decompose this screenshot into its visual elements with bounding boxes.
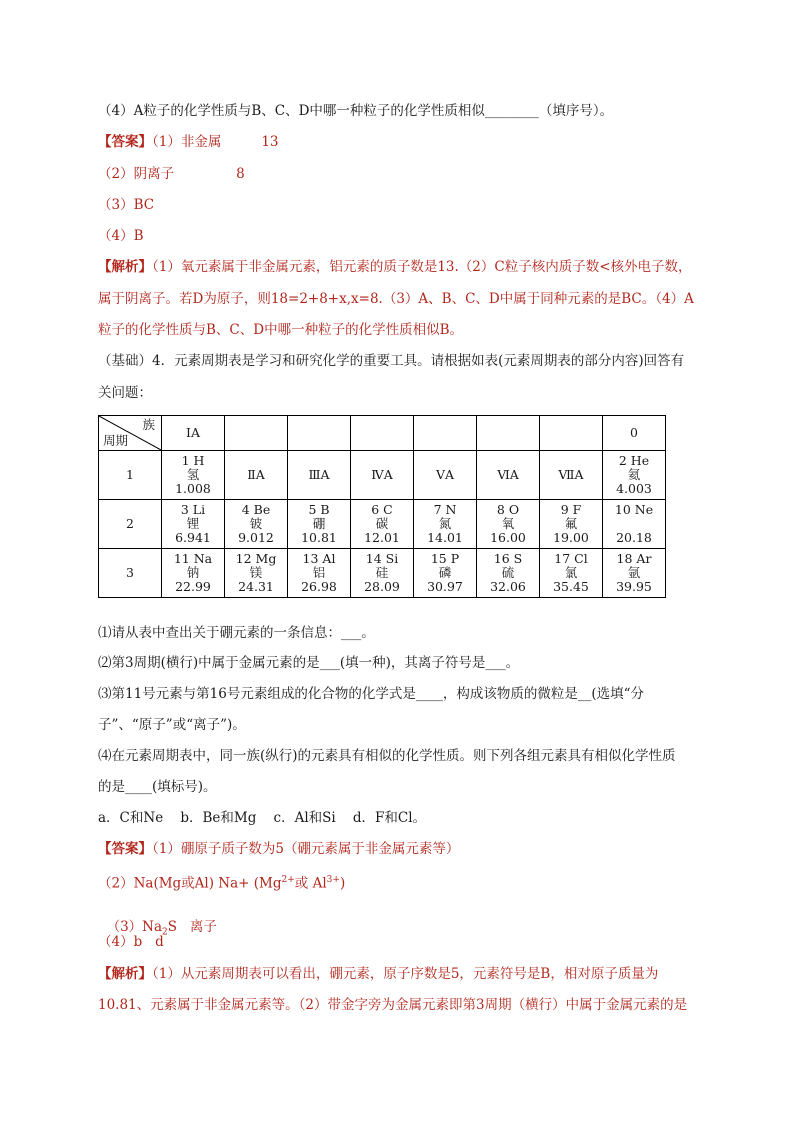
table-row-period-1: [99, 451, 666, 500]
element-number-symbol: 18 Ar: [616, 551, 652, 566]
element-number-symbol: 14 Si: [365, 551, 399, 566]
answer2-text-3a: （3）Na: [106, 919, 163, 935]
answer-line-1: [98, 134, 279, 150]
analysis2-text-1: （1）从元素周期表可以看出，硼元素，原子序数是5，元素符号是B，相对原子质量为: [152, 966, 659, 982]
answer-1-part1-value: 13: [261, 134, 279, 150]
element-cell-he: [603, 451, 666, 500]
group-label-cell: ⅤA: [414, 451, 477, 500]
element-mass: 20.18: [616, 530, 652, 545]
element-mass: 19.00: [553, 530, 589, 545]
element-cell: [288, 500, 351, 549]
element-cell: [351, 549, 414, 598]
element-cell: [414, 549, 477, 598]
group-label-cell: ⅦA: [540, 451, 603, 500]
header-cell: [414, 416, 477, 451]
element-name: 氩: [627, 565, 641, 580]
element-name: 氢: [186, 467, 200, 482]
element-number-symbol: 1 H: [181, 453, 205, 468]
element-mass: 22.99: [175, 579, 211, 594]
element-cell: [351, 500, 414, 549]
question-text-1: （基础）4．元素周期表是学习和研究化学的重要工具。请根据如表(元素周期表的部分内容)回答有: [98, 353, 685, 369]
options-line: a．C和Ne b．Be和Mg c．Al和Si d．F和Cl。: [98, 810, 427, 826]
element-mass: 24.31: [238, 579, 274, 594]
analysis-tag: 【解析】: [98, 259, 152, 275]
element-number-symbol: 6 C: [371, 502, 393, 517]
element-mass: 39.95: [616, 579, 652, 594]
element-name: 碳: [375, 516, 389, 531]
element-number-symbol: 8 O: [496, 502, 520, 517]
element-cell: [540, 500, 603, 549]
header-corner-cell: [99, 416, 162, 451]
header-cell: ⅠA: [162, 416, 225, 451]
element-mass: 10.81: [301, 530, 337, 545]
period-number: 2: [99, 500, 162, 549]
element-cell: [414, 500, 477, 549]
answer2-text-2b: 或 Al: [294, 875, 327, 892]
period-number: 3: [99, 549, 162, 598]
group-label-cell: ⅡA: [225, 451, 288, 500]
analysis2-line-2: 10.81、元素属于非金属元素等。（2）带金字旁为金属元素即第3周期（横行）中属于金属元素的是: [98, 997, 688, 1013]
subquestion-1: ⑴请从表中查出关于硼元素的一条信息：___。: [98, 625, 375, 641]
periodic-table: [98, 415, 666, 598]
table-row-period-3: [99, 549, 666, 598]
element-number-symbol: 12 Mg: [235, 551, 277, 566]
answer-1-part1: （1）非金属: [152, 134, 222, 150]
period-label: 周期: [103, 433, 129, 448]
element-name: 氦: [627, 467, 641, 482]
answer-line-3: （3）BC: [98, 197, 155, 213]
element-number-symbol: 13 Al: [302, 551, 336, 566]
element-number-symbol: 11 Na: [173, 551, 213, 566]
element-number-symbol: 4 Be: [241, 502, 271, 517]
element-cell: [477, 549, 540, 598]
group-label-cell: ⅣA: [351, 451, 414, 500]
element-name: 硅: [375, 565, 389, 580]
element-name: 氧: [501, 516, 515, 531]
header-cell: [477, 416, 540, 451]
answer2-text-2c: ): [339, 875, 346, 892]
element-cell: [477, 500, 540, 549]
answer2-line-1: [98, 841, 459, 857]
element-mass: 26.98: [301, 579, 337, 594]
element-name: [603, 517, 665, 531]
answer-tag: 【答案】: [98, 841, 152, 857]
charge-superscript: 3+: [326, 875, 340, 885]
formula-subscript: 2: [162, 927, 168, 938]
header-cell: [540, 416, 603, 451]
analysis2-line-1: [98, 966, 658, 982]
element-mass: 32.06: [490, 579, 526, 594]
answer2-text-3b: S 离子: [167, 919, 217, 935]
element-name: 钠: [186, 565, 200, 580]
answer-2-part1: （2）阴离子: [98, 166, 175, 182]
subquestion-3-line-2: 子”、“原子”或“离子”)。: [98, 717, 246, 733]
element-cell: [603, 549, 666, 598]
element-mass: 14.01: [427, 530, 463, 545]
element-name: 氮: [438, 516, 452, 531]
header-cell: [225, 416, 288, 451]
element-mass: 28.09: [364, 579, 400, 594]
header-cell: [351, 416, 414, 451]
subquestion-4-line-1: ⑷在元素周期表中，同一族(纵行)的元素具有相似的化学性质。则下列各组元素具有相似化学性质: [98, 748, 676, 764]
element-cell: [288, 549, 351, 598]
table-row-period-2: [99, 500, 666, 549]
analysis-line-3: 粒子的化学性质与B、C、D中哪一种粒子的化学性质相似B。: [98, 322, 463, 338]
answer2-line-2: [98, 872, 345, 892]
answer-line-2: [98, 166, 245, 182]
element-name: 铍: [249, 516, 263, 531]
answer2-text-2a: （2）Na(Mg或Al) Na+ (Mg: [98, 875, 282, 892]
element-number-symbol: 3 Li: [180, 502, 206, 517]
element-cell: [225, 500, 288, 549]
element-number-symbol: 15 P: [430, 551, 460, 566]
analysis-tag: 【解析】: [98, 966, 152, 982]
question-text-2: 关问题：: [98, 385, 152, 401]
group-label: 族: [142, 417, 155, 432]
element-cell: [225, 549, 288, 598]
element-cell: [162, 549, 225, 598]
analysis-line-2: 属于阴离子。若D为原子，则18=2+8+x,x=8.（3）A、B、C、D中属于同种元素的是BC。（4）A: [98, 291, 694, 307]
element-number-symbol: 5 B: [308, 502, 330, 517]
element-number-symbol: 9 F: [560, 502, 582, 517]
header-cell: 0: [603, 416, 666, 451]
element-mass: 35.45: [553, 579, 589, 594]
answer-tag: 【答案】: [98, 134, 152, 150]
header-cell: [288, 416, 351, 451]
charge-superscript: 2+: [281, 875, 295, 885]
element-name: 氟: [564, 516, 578, 531]
group-label-cell: ⅢA: [288, 451, 351, 500]
element-mass: 9.012: [238, 530, 274, 545]
element-name: 硼: [312, 516, 326, 531]
element-mass: 16.00: [490, 530, 526, 545]
element-mass: 12.01: [364, 530, 400, 545]
element-cell-h: [162, 451, 225, 500]
element-name: 氯: [564, 565, 578, 580]
element-mass: 4.003: [616, 481, 652, 496]
element-mass: 6.941: [175, 530, 211, 545]
element-cell: [603, 500, 666, 549]
answer2-line-4: （4）b d: [98, 934, 164, 950]
group-label-cell: ⅥA: [477, 451, 540, 500]
element-number-symbol: 2 He: [618, 453, 650, 468]
element-number-symbol: 16 S: [493, 551, 523, 566]
element-number-symbol: 10 Ne: [614, 502, 654, 517]
element-name: 硫: [501, 565, 515, 580]
answer2-text-1: （1）硼原子质子数为5（硼元素属于非金属元素等）: [152, 841, 460, 857]
element-mass: 30.97: [427, 579, 463, 594]
subquestion-4-line-2: 的是____(填标号)。: [98, 779, 217, 795]
element-cell: [162, 500, 225, 549]
element-number-symbol: 7 N: [433, 502, 457, 517]
element-cell: [540, 549, 603, 598]
element-name: 铝: [312, 565, 326, 580]
question-4-text: （4）A粒子的化学性质与B、C、D中哪一种粒子的化学性质相似________（填序号）。: [98, 103, 614, 119]
element-name: 镁: [249, 565, 263, 580]
table-header-row: [99, 416, 666, 451]
element-name: 锂: [186, 516, 200, 531]
period-number: 1: [99, 451, 162, 500]
element-mass: 1.008: [175, 481, 211, 496]
element-number-symbol: 17 Cl: [554, 551, 588, 566]
subquestion-3-line-1: ⑶第11号元素与第16号元素组成的化合物的化学式是____，构成该物质的微粒是__(选填“分: [98, 686, 645, 702]
subquestion-2: ⑵第3周期(横行)中属于金属元素的是___(填一种)，其离子符号是___。: [98, 655, 520, 671]
element-name: 磷: [438, 565, 452, 580]
analysis-line-1: [98, 259, 692, 275]
answer-line-4: （4）B: [98, 228, 144, 244]
analysis-text-1: （1）氧元素属于非金属元素，铝元素的质子数是13.（2）C粒子核内质子数<核外电子数，: [152, 259, 692, 275]
answer-2-part1-value: 8: [236, 166, 245, 182]
